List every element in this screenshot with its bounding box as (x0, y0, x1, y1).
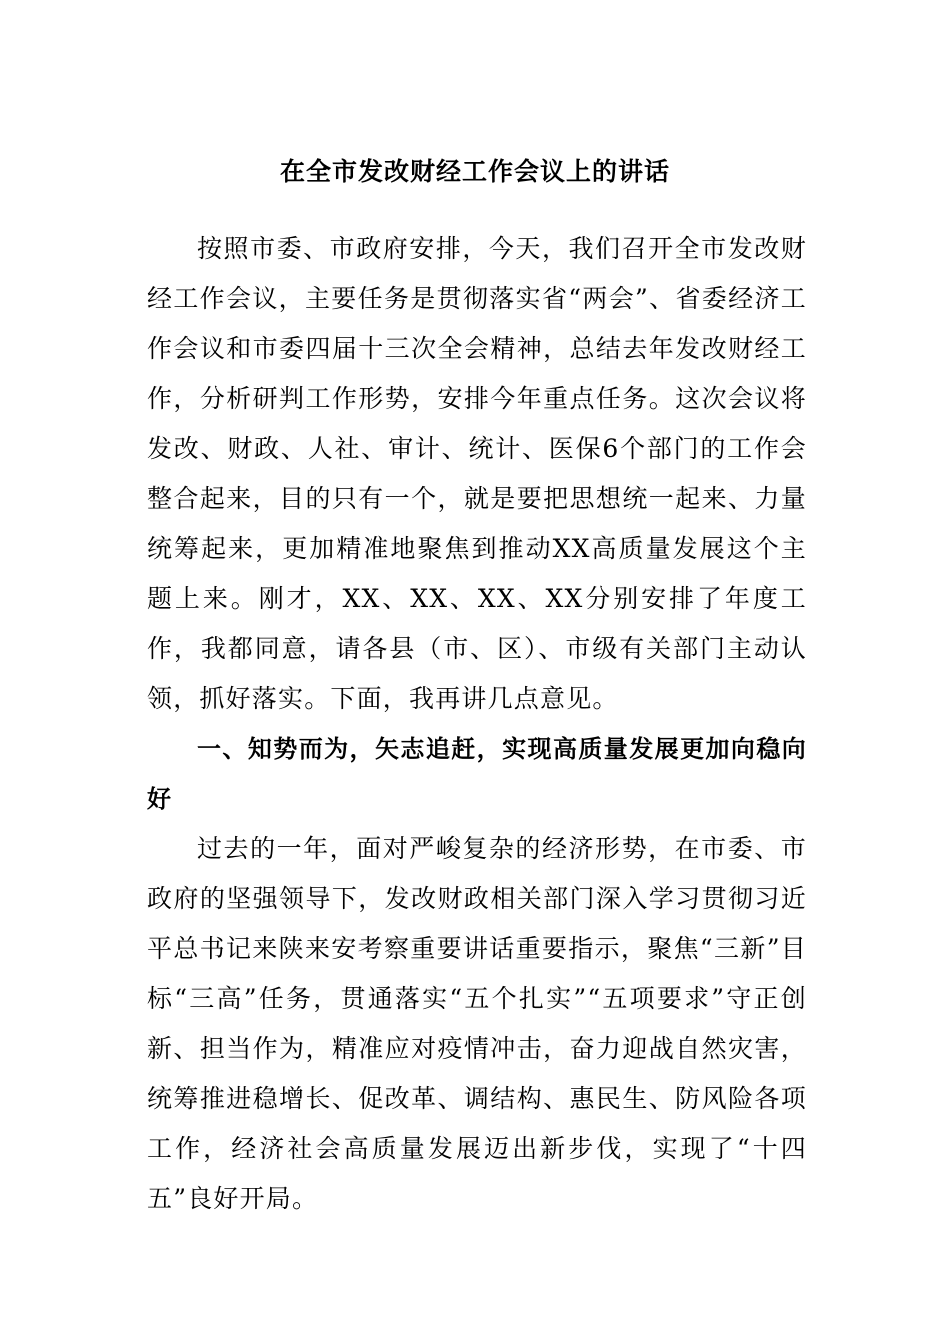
section-paragraph: 过去的一年，面对严峻复杂的经济形势，在市委、市政府的坚强领导下，发改财政相关部门深入学习贯彻习近平总书记来陕来安考察重要讲话重要指示，聚焦“三新”目标“三高”任务，贯通落实“五个扎实”“五项要求”守正创新、担当作为，精准应对疫情冲击，奋力迎战自然灾害，统筹推进稳增长、促改革、调结构、惠民生、防风险各项工作，经济社会高质量发展迈出新步伐，实现了“十四五”良好开局。 (147, 834, 807, 1213)
document-body (147, 224, 807, 1224)
document-title: 在全市发改财经工作会议上的讲话 (279, 157, 670, 186)
section-heading: 一、知势而为，矢志追赶，实现高质量发展更加向稳向好 (147, 735, 807, 813)
intro-paragraph: 按照市委、市政府安排，今天，我们召开全市发改财经工作会议，主要任务是贯彻落实省“两会”、省委经济工作会议和市委四届十三次全会精神，总结去年发改财经工作，分析研判工作形势，安排今年重点任务。这次会议将发改、财政、人社、审计、统计、医保6个部门的工作会整合起来，目的只有一个，就是要把思想统一起来、力量统筹起来，更加精准地聚焦到推动XX高质量发展这个主题上来。刚才，XX、XX、XX、XX分别安排了年度工作，我都同意，请各县（市、区）、市级有关部门主动认领，抓好落实。下面，我再讲几点意见。 (147, 234, 807, 713)
